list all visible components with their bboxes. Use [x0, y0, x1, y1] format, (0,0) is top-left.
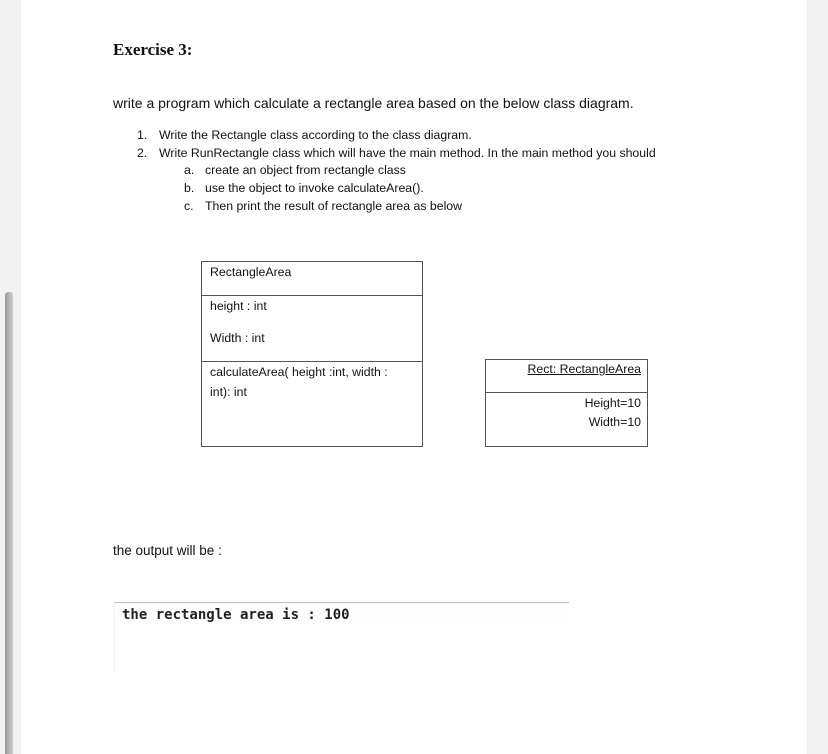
- object-value: Width=10: [588, 415, 641, 429]
- class-method: calculateArea( height :int, width :: [210, 365, 388, 379]
- class-name: RectangleArea: [210, 265, 292, 279]
- step-text: Write RunRectangle class which will have the main method. In the main method you should: [159, 146, 656, 160]
- scrollbar[interactable]: [5, 292, 13, 754]
- substep-letter: c.: [184, 199, 194, 213]
- class-attribute: Width : int: [210, 331, 265, 345]
- substep-text: Then print the result of rectangle area as below: [205, 199, 463, 213]
- substep-text: use the object to invoke calculateArea().: [205, 181, 424, 195]
- class-diagram: [201, 261, 423, 447]
- object-diagram: [485, 359, 648, 447]
- class-attribute: height : int: [210, 299, 267, 313]
- class-method-continued: int): int: [210, 385, 247, 399]
- console-output-box: [114, 602, 569, 673]
- document-page: [21, 0, 807, 754]
- object-name: Rect: RectangleArea: [527, 362, 641, 376]
- output-label: the output will be :: [113, 543, 222, 558]
- class-attributes-section: [202, 296, 422, 362]
- object-name-section: [486, 360, 647, 393]
- intro-text: write a program which calculate a rectangle area based on the below class diagram.: [113, 95, 634, 111]
- step-text: Write the Rectangle class according to the class diagram.: [159, 128, 472, 142]
- step-number: 2.: [137, 146, 148, 160]
- exercise-heading: Exercise 3:: [113, 40, 193, 59]
- substep-text: create an object from rectangle class: [205, 163, 406, 177]
- object-value: Height=10: [584, 396, 641, 410]
- step-number: 1.: [137, 128, 148, 142]
- class-name-section: [202, 262, 422, 296]
- console-output-text: the rectangle area is : 100: [122, 607, 350, 623]
- substep-letter: a.: [184, 163, 195, 177]
- substep-letter: b.: [184, 181, 195, 195]
